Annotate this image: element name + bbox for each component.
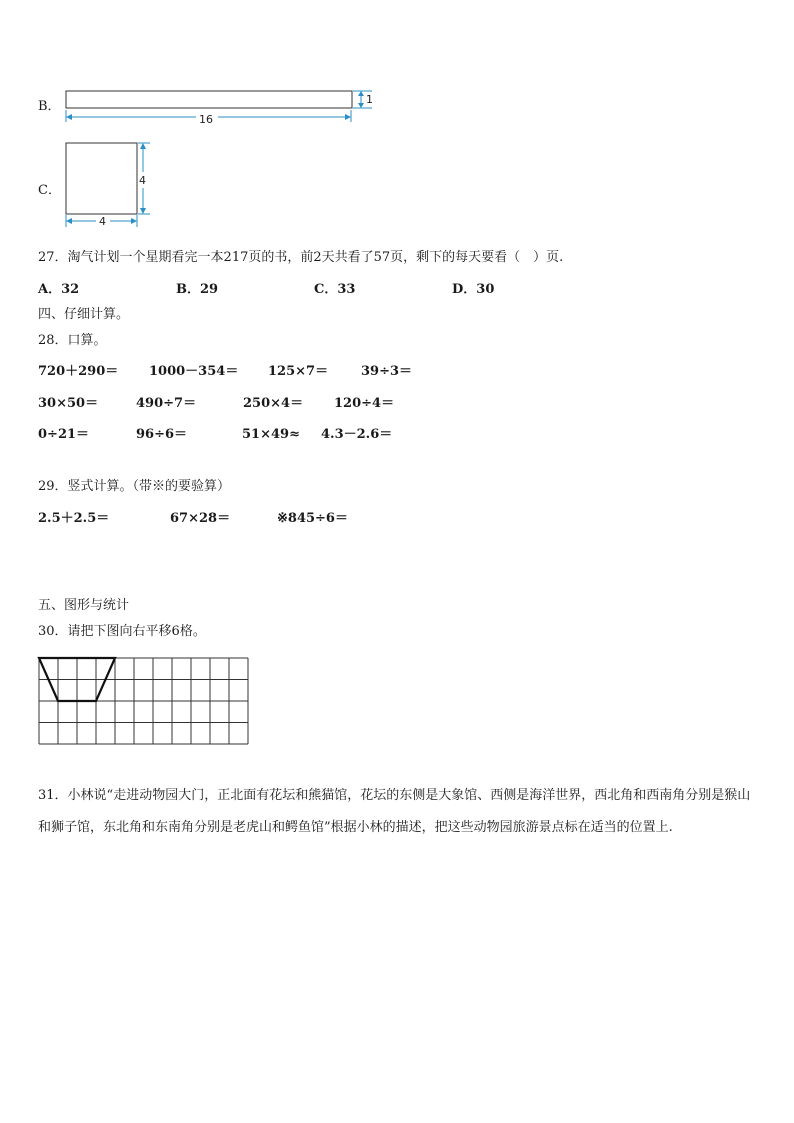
- q28-item: 39÷3＝: [361, 364, 413, 379]
- width-label-c: 4: [99, 215, 106, 228]
- question-27-text: 27．淘气计划一个星期看完一本217页的书，前2天共看了57页，剩下的每天要看（ ）页.: [38, 250, 564, 265]
- option-c-label: C．: [38, 183, 61, 198]
- width-label-b: 16: [199, 113, 213, 126]
- q27-option-d: D．30: [452, 282, 495, 297]
- q28-item: 490÷7＝: [136, 396, 197, 411]
- q28-item: 30×50＝: [38, 396, 99, 411]
- q28-item: 250×4＝: [243, 396, 304, 411]
- question-31-text: 31．小林说“走进动物园大门，正北面有花坛和熊猫馆，花坛的东侧是大象馆、西侧是海洋世界，西北角和西南角分别是猴山和狮子馆，东北角和东南角分别是老虎山和鳄鱼馆”根据小林的描述，把这些动物园旅游景点标在适当的位置上.: [38, 788, 751, 835]
- q27-option-a: A．32: [38, 282, 80, 297]
- q28-item: 720＋290＝: [38, 364, 119, 379]
- q29-item: 67×28＝: [170, 511, 231, 526]
- question-28-title: 28．口算。: [38, 333, 107, 348]
- q28-item: 125×7＝: [268, 364, 329, 379]
- q29-item: ※845÷6＝: [277, 511, 348, 526]
- q28-item: 51×49≈: [242, 427, 300, 442]
- translation-grid: [0, 0, 260, 760]
- q29-item: 2.5＋2.5＝: [38, 511, 110, 526]
- q27-option-c: C．33: [314, 282, 356, 297]
- q28-item: 120÷4＝: [334, 396, 395, 411]
- height-label-c: 4: [139, 174, 146, 187]
- question-29-title: 29．竖式计算。（带※的要验算）: [38, 479, 231, 494]
- q28-item: 4.3－2.6＝: [321, 427, 393, 442]
- q28-item: 96÷6＝: [136, 427, 188, 442]
- q27-option-b: B．29: [176, 282, 219, 297]
- section-4-heading: 四、仔细计算。: [38, 307, 130, 322]
- q28-item: 0÷21＝: [38, 427, 90, 442]
- height-label-b: 1: [366, 93, 373, 106]
- option-b-label: B．: [38, 99, 61, 114]
- q28-item: 1000－354＝: [149, 364, 239, 379]
- section-5-heading: 五、图形与统计: [38, 598, 130, 613]
- question-30-title: 30．请把下图向右平移6格。: [38, 624, 206, 639]
